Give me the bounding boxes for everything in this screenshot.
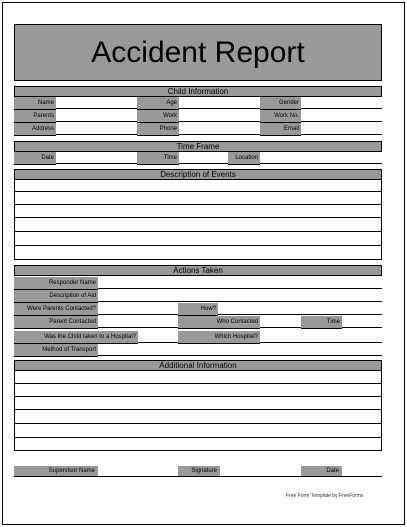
additional-line [14,409,382,410]
signature-label: Signature [178,466,220,477]
hospital-taken-field[interactable] [138,331,178,343]
additional-line [14,437,382,438]
additional-line [14,423,382,424]
address-label: Address [14,123,56,136]
description-line [14,217,382,218]
description-line [14,245,382,246]
gender-label: Gender [260,97,301,110]
description-of-aid-label: Description of Aid [14,290,98,303]
description-line [14,204,382,205]
responder-name-label: Responder Name [14,277,98,290]
which-hospital-label: Which Hospital? [178,331,260,344]
how-field[interactable] [218,303,382,315]
age-label: Age [137,97,179,110]
work-label: Work [137,110,179,123]
time-field[interactable] [179,152,228,164]
description-line [14,231,382,232]
date-label: Date [14,152,56,165]
age-field[interactable] [179,97,260,109]
template-credit: Free Form Template by FreeForms [286,493,364,499]
gender-field[interactable] [301,97,382,109]
parent-contacted-field[interactable] [98,316,178,328]
section-header-actions-taken: Actions Taken [14,265,382,276]
supervisor-name-field[interactable] [98,466,178,477]
hospital-taken-label: Was the Child taken to a Hospital? [14,331,138,344]
work-no-label: Work No. [260,110,301,123]
action-time-field[interactable] [342,316,382,328]
location-label: Location [228,152,260,165]
name-field[interactable] [56,97,137,109]
address-field[interactable] [56,123,137,135]
time-label: Time [137,152,179,165]
parent-contacted-label: Parent Contacted [14,316,98,329]
section-header-description-of-events: Description of Events [14,169,382,180]
parents-contacted-field[interactable] [98,303,178,315]
description-line [14,191,382,192]
footer-date-field[interactable] [342,466,382,477]
who-contacted-field[interactable] [260,316,301,328]
parents-field[interactable] [56,110,137,122]
supervisor-name-label: Supervisor Name [14,466,98,477]
action-time-label: Time [301,316,342,329]
additional-line [14,383,382,384]
which-hospital-field[interactable] [260,331,382,343]
description-of-aid-field[interactable] [98,290,382,302]
date-field[interactable] [56,152,137,164]
email-field[interactable] [301,123,382,135]
responder-name-field[interactable] [98,277,382,289]
method-of-transport-label: Method of Transport [14,344,98,357]
footer-date-label: Date [301,466,342,477]
location-field[interactable] [260,152,382,164]
signature-field[interactable] [220,466,301,477]
parents-label: Parents [14,110,56,123]
work-field[interactable] [179,110,260,122]
who-contacted-label: Who Contacted [178,316,260,329]
section-header-child-information: Child Information [14,86,382,97]
work-no-field[interactable] [301,110,382,122]
page-title: Accident Report [14,24,382,81]
phone-label: Phone [137,123,179,136]
section-header-time-frame: Time Frame [14,141,382,152]
method-of-transport-field[interactable] [98,344,382,356]
parents-contacted-label: Were Parents Contacted? [14,303,98,316]
additional-line [14,396,382,397]
section-header-additional-information: Additional Information [14,360,382,371]
how-label: How? [178,303,218,316]
phone-field[interactable] [179,123,260,135]
email-label: Email [260,123,301,136]
name-label: Name [14,97,56,110]
